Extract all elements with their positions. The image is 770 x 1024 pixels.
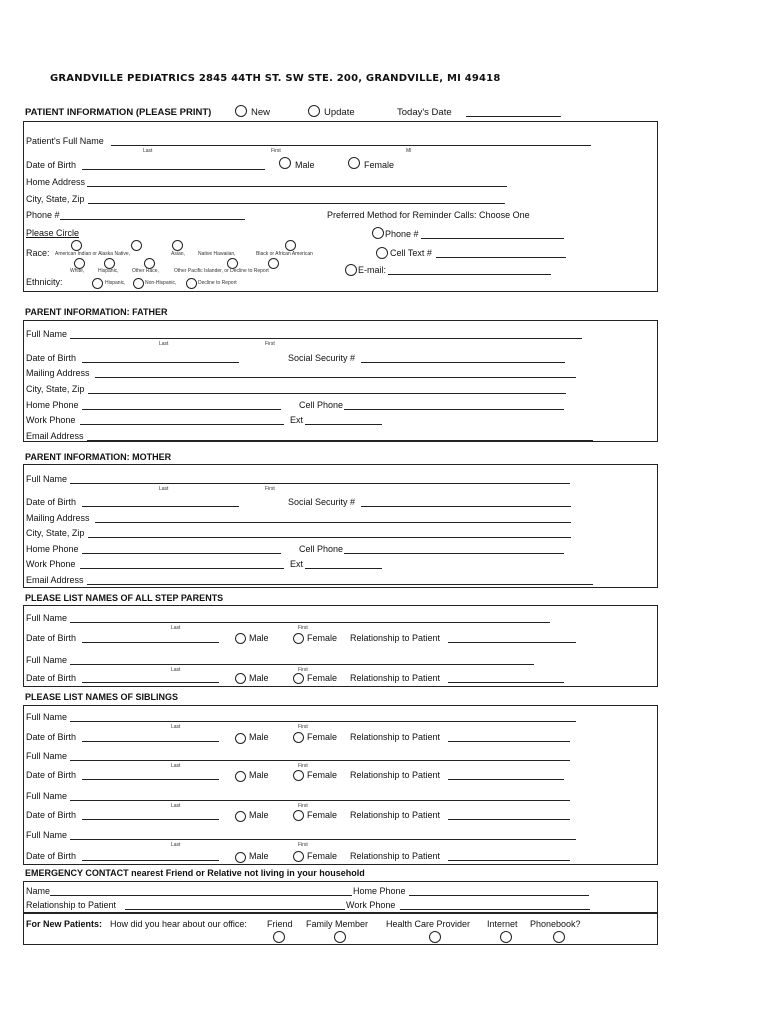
mother-dob-label: Date of Birth [26, 497, 77, 507]
sibling3-name-label: Full Name [26, 791, 68, 801]
patient-info-heading: PATIENT INFORMATION (PLEASE PRINT) [25, 107, 212, 118]
sibling1-male-label: Male [249, 732, 269, 742]
sibling1-name-label: Full Name [26, 712, 68, 722]
new-label: New [251, 107, 271, 118]
phone-field[interactable] [60, 219, 245, 220]
sibling4-name-label: Full Name [26, 830, 68, 840]
mother-dob-field[interactable] [82, 506, 239, 507]
step-female-label: Female [307, 633, 338, 643]
step-female-radio[interactable] [293, 633, 304, 644]
ethnicity-decline-radio[interactable] [186, 278, 197, 289]
mother-heading: PARENT INFORMATION: MOTHER [25, 452, 172, 462]
step2-last-caption: Last [171, 667, 181, 673]
step-relationship-label: Relationship to Patient [350, 633, 441, 643]
father-city-field[interactable] [88, 393, 566, 394]
siblings-heading: PLEASE LIST NAMES OF SIBLINGS [25, 692, 179, 702]
mother-name-field[interactable] [70, 483, 570, 484]
step2-relationship-field[interactable] [448, 682, 564, 683]
sibling1-last-caption: Last [171, 724, 181, 730]
sibling2-name-label: Full Name [26, 751, 68, 761]
step-name-field[interactable] [70, 622, 550, 623]
referral-phonebook-radio[interactable] [553, 931, 565, 943]
father-mailing-label: Mailing Address [26, 368, 90, 378]
referral-label: How did you hear about our office: [110, 919, 247, 929]
sibling3-female-radio[interactable] [293, 810, 304, 821]
home-address-label: Home Address [26, 177, 86, 187]
sibling4-last-caption: Last [171, 842, 181, 848]
mother-cell-phone-label: Cell Phone [299, 544, 344, 554]
race-decline-radio[interactable] [268, 258, 279, 269]
ethnicity-non-hispanic: Non-Hispanic, [145, 280, 177, 286]
city-state-zip-label: City, State, Zip [26, 194, 85, 204]
step-name-label: Full Name [26, 613, 68, 623]
patient-section [23, 121, 658, 292]
sibling1-female-radio[interactable] [293, 732, 304, 743]
practice-header: GRANDVILLE PEDIATRICS 2845 44TH ST. SW STE. 200, GRANDVILLE, MI 49418 [50, 73, 501, 84]
race-black: Black or African American [256, 251, 313, 257]
patient-dob-label: Date of Birth [26, 160, 77, 170]
sibling1-name-field[interactable] [70, 721, 576, 722]
emergency-relationship-field[interactable] [125, 909, 345, 910]
sibling4-dob-field[interactable] [82, 860, 219, 861]
mother-ssn-field[interactable] [361, 506, 571, 507]
step-male-label: Male [249, 633, 269, 643]
reminder-cell-radio[interactable] [376, 247, 388, 259]
mi-caption: MI [406, 148, 412, 154]
sibling2-dob-field[interactable] [82, 779, 219, 780]
ethnicity-non-hispanic-radio[interactable] [133, 278, 144, 289]
race-white: White, [70, 268, 85, 274]
sibling4-male-label: Male [249, 851, 269, 861]
step2-female-label: Female [307, 673, 338, 683]
referral-phonebook-label: Phonebook? [530, 919, 581, 929]
sibling2-relationship-field[interactable] [448, 779, 564, 780]
reminder-phone-radio[interactable] [372, 227, 384, 239]
step-male-radio[interactable] [235, 633, 246, 644]
emergency-heading: EMERGENCY CONTACT nearest Friend or Relative not living in your household [25, 868, 365, 878]
referral-internet-label: Internet [487, 919, 518, 929]
sibling3-relationship-label: Relationship to Patient [350, 810, 441, 820]
sibling4-first-caption: First [298, 842, 308, 848]
patient-male-label: Male [295, 160, 315, 170]
last-caption: Last [143, 148, 153, 154]
sibling1-dob-field[interactable] [82, 741, 219, 742]
father-home-phone-label: Home Phone [26, 400, 79, 410]
sibling1-female-label: Female [307, 732, 338, 742]
step-first-caption: First [298, 625, 308, 631]
sibling4-name-field[interactable] [70, 839, 576, 840]
todays-date-label: Today's Date [397, 107, 452, 118]
step2-name-field[interactable] [70, 664, 534, 665]
father-first-caption: First [265, 341, 275, 347]
mother-first-caption: First [265, 486, 275, 492]
sibling3-first-caption: First [298, 803, 308, 809]
step-dob-label: Date of Birth [26, 633, 77, 643]
father-email-field[interactable] [87, 440, 593, 441]
father-work-phone-field[interactable] [80, 424, 284, 425]
race-asian-radio[interactable] [131, 240, 142, 251]
sibling4-male-radio[interactable] [235, 852, 246, 863]
race-hispanic: Hispanic, [98, 268, 119, 274]
race-native-hawaiian: Native Hawaiian, [198, 251, 236, 257]
referral-friend-radio[interactable] [273, 931, 285, 943]
step2-dob-label: Date of Birth [26, 673, 77, 683]
step-parents-section [23, 605, 658, 687]
reminder-phone-label: Phone # [385, 229, 419, 239]
sibling2-relationship-label: Relationship to Patient [350, 770, 441, 780]
please-circle-label: Please Circle [26, 228, 80, 238]
emergency-relationship-label: Relationship to Patient [26, 900, 117, 910]
race-american-indian-radio[interactable] [71, 240, 82, 251]
mother-name-label: Full Name [26, 474, 68, 484]
patient-female-radio[interactable] [348, 157, 360, 169]
father-home-phone-field[interactable] [82, 409, 281, 410]
race-native-hawaiian-radio[interactable] [172, 240, 183, 251]
city-state-zip-field[interactable] [88, 203, 505, 204]
ethnicity-hispanic-radio[interactable] [92, 278, 103, 289]
siblings-section [23, 705, 658, 865]
referral-provider-label: Health Care Provider [386, 919, 471, 929]
sibling3-relationship-field[interactable] [448, 819, 570, 820]
phone-label: Phone # [26, 210, 60, 220]
sibling1-male-radio[interactable] [235, 733, 246, 744]
sibling1-relationship-label: Relationship to Patient [350, 732, 441, 742]
mother-city-label: City, State, Zip [26, 528, 85, 538]
sibling1-first-caption: First [298, 724, 308, 730]
reminder-email-radio[interactable] [345, 264, 357, 276]
mother-ext-field[interactable] [305, 568, 382, 569]
father-work-phone-label: Work Phone [26, 415, 76, 425]
reminder-label: Preferred Method for Reminder Calls: Choose One [327, 210, 530, 220]
referral-family-radio[interactable] [334, 931, 346, 943]
emergency-work-phone-field[interactable] [400, 909, 590, 910]
referral-family-label: Family Member [306, 919, 369, 929]
sibling4-relationship-label: Relationship to Patient [350, 851, 441, 861]
father-ssn-field[interactable] [361, 362, 565, 363]
update-label: Update [324, 107, 355, 118]
sibling3-male-label: Male [249, 810, 269, 820]
emergency-home-phone-label: Home Phone [353, 886, 406, 896]
mother-email-label: Email Address [26, 575, 84, 585]
patient-male-radio[interactable] [279, 157, 291, 169]
sibling3-female-label: Female [307, 810, 338, 820]
sibling2-name-field[interactable] [70, 760, 570, 761]
sibling1-dob-label: Date of Birth [26, 732, 77, 742]
referral-internet-radio[interactable] [500, 931, 512, 943]
father-ext-label: Ext [290, 415, 304, 425]
sibling3-male-radio[interactable] [235, 811, 246, 822]
race-label: Race: [26, 248, 50, 258]
mother-mailing-field[interactable] [95, 522, 571, 523]
reminder-email-label: E-mail: [358, 265, 387, 275]
referral-friend-label: Friend [267, 919, 293, 929]
referral-label-bold: For New Patients: [26, 919, 103, 929]
father-name-field[interactable] [70, 338, 582, 339]
step2-name-label: Full Name [26, 655, 68, 665]
todays-date-field[interactable] [466, 116, 561, 117]
ethnicity-label: Ethnicity: [26, 277, 63, 287]
father-cell-phone-field[interactable] [344, 409, 564, 410]
first-caption: First [271, 148, 281, 154]
emergency-name-label: Name [26, 886, 51, 896]
emergency-work-phone-label: Work Phone [346, 900, 396, 910]
mother-last-caption: Last [159, 486, 169, 492]
emergency-name-field[interactable] [50, 895, 352, 896]
father-last-caption: Last [159, 341, 169, 347]
step2-dob-field[interactable] [82, 682, 219, 683]
sibling4-female-label: Female [307, 851, 338, 861]
father-cell-phone-label: Cell Phone [299, 400, 344, 410]
emergency-home-phone-field[interactable] [409, 895, 589, 896]
sibling3-last-caption: Last [171, 803, 181, 809]
race-black-radio[interactable] [285, 240, 296, 251]
step-dob-field[interactable] [82, 642, 219, 643]
reminder-cell-field[interactable] [436, 257, 566, 258]
father-city-label: City, State, Zip [26, 384, 85, 394]
ethnicity-hispanic: Hispanic, [105, 280, 126, 286]
race-other: Other Race, [132, 268, 159, 274]
race-pacific-islander: Other Pacific Islander, or Decline to Report [174, 268, 269, 274]
father-email-label: Email Address [26, 431, 84, 441]
step2-first-caption: First [298, 667, 308, 673]
patient-name-label: Patient's Full Name [26, 136, 104, 146]
father-dob-field[interactable] [82, 362, 239, 363]
sibling2-male-radio[interactable] [235, 771, 246, 782]
step-last-caption: Last [171, 625, 181, 631]
sibling3-dob-field[interactable] [82, 819, 219, 820]
mother-ssn-label: Social Security # [288, 497, 356, 507]
father-ext-field[interactable] [305, 424, 382, 425]
patient-name-field[interactable] [111, 145, 591, 146]
father-name-label: Full Name [26, 329, 68, 339]
referral-provider-radio[interactable] [429, 931, 441, 943]
mother-home-phone-field[interactable] [82, 553, 281, 554]
new-radio[interactable] [235, 105, 247, 117]
father-mailing-field[interactable] [95, 377, 576, 378]
patient-female-label: Female [364, 160, 395, 170]
mother-work-phone-field[interactable] [80, 568, 284, 569]
home-address-field[interactable] [87, 186, 507, 187]
sibling4-female-radio[interactable] [293, 851, 304, 862]
step-parents-heading: PLEASE LIST NAMES OF ALL STEP PARENTS [25, 593, 224, 603]
reminder-cell-label: Cell Text # [390, 248, 432, 258]
race-american-indian: American Indian or Alaska Native, [55, 251, 131, 257]
sibling2-dob-label: Date of Birth [26, 770, 77, 780]
mother-cell-phone-field[interactable] [344, 553, 564, 554]
step2-male-radio[interactable] [235, 673, 246, 684]
sibling2-male-label: Male [249, 770, 269, 780]
father-dob-label: Date of Birth [26, 353, 77, 363]
step2-relationship-label: Relationship to Patient [350, 673, 441, 683]
ethnicity-decline: Decline to Report [198, 280, 237, 286]
mother-city-field[interactable] [88, 537, 571, 538]
sibling4-relationship-field[interactable] [448, 860, 570, 861]
sibling1-relationship-field[interactable] [448, 741, 570, 742]
step2-male-label: Male [249, 673, 269, 683]
father-heading: PARENT INFORMATION: FATHER [25, 307, 168, 317]
sibling3-dob-label: Date of Birth [26, 810, 77, 820]
sibling2-last-caption: Last [171, 763, 181, 769]
race-asian: Asian, [171, 251, 185, 257]
step-relationship-field[interactable] [448, 642, 576, 643]
mother-email-field[interactable] [87, 584, 593, 585]
sibling2-female-label: Female [307, 770, 338, 780]
reminder-phone-field[interactable] [421, 238, 564, 239]
update-radio[interactable] [308, 105, 320, 117]
mother-ext-label: Ext [290, 559, 304, 569]
sibling4-dob-label: Date of Birth [26, 851, 77, 861]
mother-work-phone-label: Work Phone [26, 559, 76, 569]
reminder-email-field[interactable] [388, 274, 551, 275]
sibling2-first-caption: First [298, 763, 308, 769]
mother-home-phone-label: Home Phone [26, 544, 79, 554]
sibling3-name-field[interactable] [70, 800, 570, 801]
father-ssn-label: Social Security # [288, 353, 356, 363]
mother-mailing-label: Mailing Address [26, 513, 90, 523]
step2-female-radio[interactable] [293, 673, 304, 684]
sibling2-female-radio[interactable] [293, 770, 304, 781]
patient-dob-field[interactable] [82, 169, 265, 170]
